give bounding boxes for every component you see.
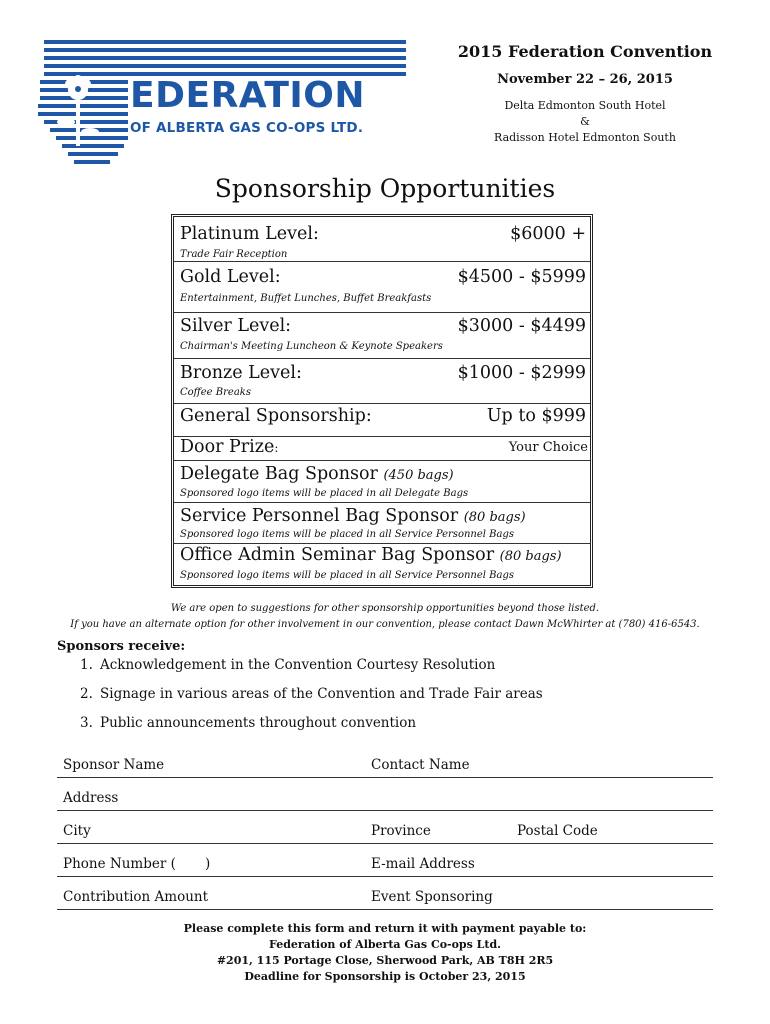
hotel-ampersand: & (580, 115, 590, 128)
contact-name-field[interactable]: Contact Name (371, 757, 470, 773)
bag-description: Sponsored logo items will be placed in all Service Personnel Bags (180, 570, 514, 581)
rose-icon (57, 75, 99, 146)
bag-row-office-admin (174, 543, 590, 585)
sponsorship-levels-table (171, 214, 593, 588)
footer-deadline: Deadline for Sponsorship is October 23, 2015 (244, 970, 526, 983)
level-row-platinum (174, 217, 590, 262)
address-field[interactable]: Address (63, 790, 119, 806)
level-description: Coffee Breaks (180, 387, 251, 398)
level-description: Entertainment, Buffet Lunches, Buffet Breakfasts (180, 293, 432, 304)
level-name: General Sponsorship: (180, 406, 372, 426)
bag-row-service (174, 502, 590, 544)
form-row-city (57, 821, 713, 844)
level-price: $3000 - $4499 (457, 316, 586, 336)
benefit-item: 2. Signage in various areas of the Convention and Trade Fair areas (80, 686, 543, 702)
hotel-1: Delta Edmonton South Hotel (504, 99, 666, 112)
door-prize-row (174, 436, 590, 461)
level-description: Chairman's Meeting Luncheon & Keynote Speakers (180, 341, 443, 352)
province-field[interactable]: Province (371, 823, 431, 839)
level-price: Up to $999 (486, 406, 586, 426)
door-prize-label: Door Prize: (180, 437, 279, 457)
level-price: $4500 - $5999 (457, 267, 586, 287)
level-price: $6000 + (510, 224, 586, 244)
bag-description: Sponsored logo items will be placed in all Service Personnel Bags (180, 529, 514, 540)
hotel-2: Radisson Hotel Edmonton South (494, 131, 676, 144)
sponsor-name-field[interactable]: Sponsor Name (63, 757, 165, 773)
level-row-silver (174, 312, 590, 359)
level-row-gold (174, 261, 590, 313)
convention-title: 2015 Federation Convention (457, 42, 713, 61)
door-prize-value: Your Choice (508, 440, 588, 455)
logo-subtitle: OF ALBERTA GAS CO-OPS LTD. (130, 120, 364, 136)
city-field[interactable]: City (63, 823, 91, 839)
bag-description: Sponsored logo items will be placed in all Delegate Bags (180, 488, 469, 499)
sponsors-receive-heading: Sponsors receive: (57, 639, 186, 654)
email-field[interactable]: E-mail Address (371, 856, 475, 872)
bag-name: Service Personnel Bag Sponsor (80 bags) (180, 506, 526, 526)
page-title: Sponsorship Opportunities (214, 174, 556, 203)
footer-payee: Federation of Alberta Gas Co-ops Ltd. (269, 938, 501, 951)
level-name: Platinum Level: (180, 224, 319, 244)
note-contact: If you have an alternate option for other involvement in our convention, please contact Dawn McWhirter at (780) 416-6543. (70, 619, 700, 630)
logo-wordmark: EDERATION (130, 75, 366, 116)
level-name: Gold Level: (180, 267, 281, 287)
benefit-item: 1. Acknowledgement in the Convention Courtesy Resolution (80, 657, 496, 673)
form-row-names (57, 755, 713, 778)
form-row-address (57, 788, 713, 811)
federation-logo (36, 38, 408, 170)
note-suggestions: We are open to suggestions for other sponsorship opportunities beyond those listed. (170, 603, 600, 614)
level-row-bronze (174, 358, 590, 404)
bag-name: Office Admin Seminar Bag Sponsor (80 bags) (180, 545, 562, 565)
phone-close-paren: ) (205, 856, 211, 872)
postal-code-field[interactable]: Postal Code (517, 823, 598, 839)
level-name: Bronze Level: (180, 363, 302, 383)
level-description: Trade Fair Reception (180, 249, 288, 260)
footer-instructions: Please complete this form and return it with payment payable to: (183, 922, 587, 935)
form-row-contribution (57, 887, 713, 910)
bag-row-delegate (174, 460, 590, 503)
level-name: Silver Level: (180, 316, 292, 336)
level-row-general (174, 403, 590, 437)
phone-number-field[interactable]: Phone Number ( (63, 856, 176, 872)
contribution-amount-field[interactable]: Contribution Amount (63, 889, 209, 905)
bag-name: Delegate Bag Sponsor (450 bags) (180, 464, 454, 484)
benefit-item: 3. Public announcements throughout convention (80, 715, 417, 731)
event-sponsoring-field[interactable]: Event Sponsoring (371, 889, 493, 905)
convention-dates: November 22 – 26, 2015 (497, 72, 673, 87)
level-price: $1000 - $2999 (457, 363, 586, 383)
form-row-contact (57, 854, 713, 877)
footer-address: #201, 115 Portage Close, Sherwood Park, AB T8H 2R5 (216, 954, 554, 967)
